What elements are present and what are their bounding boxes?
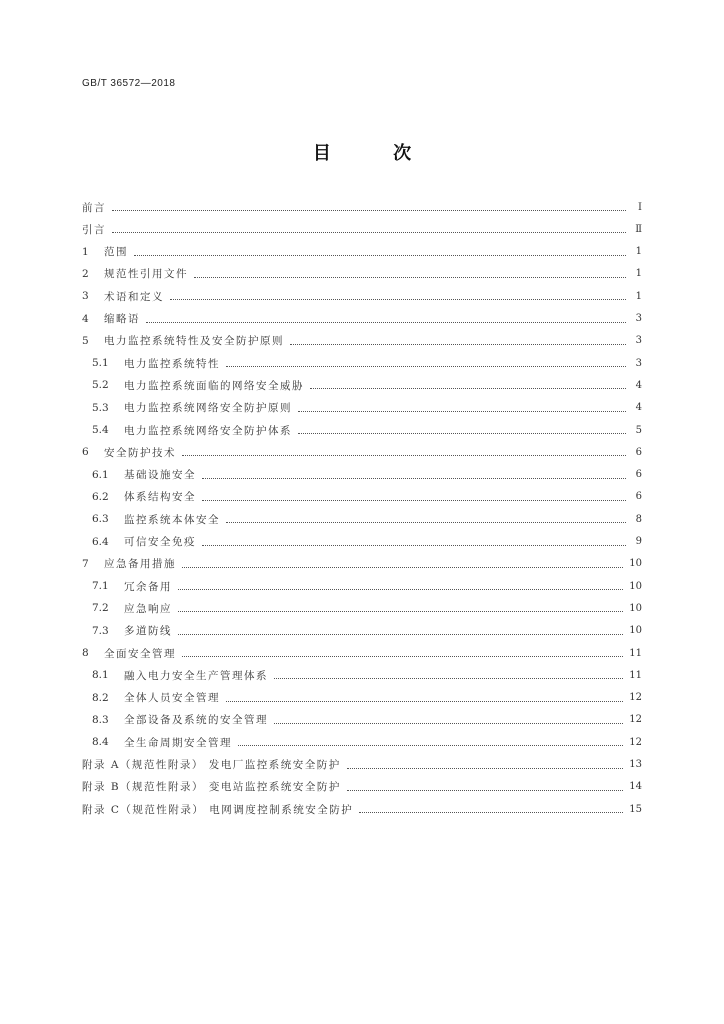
toc-dot-leader [290,343,626,345]
toc-dot-leader [182,566,623,568]
toc-dot-leader [182,655,623,657]
toc-entry-number: 8.1 [92,669,109,682]
toc-dot-leader [347,789,623,791]
toc-entry-page: 10 [629,625,642,637]
toc-entry-page: 14 [629,781,642,793]
toc-entry-label: 规范性引用文件 [104,268,188,281]
toc-entry-label: 缩略语 [104,313,140,325]
toc-entry-label: 监控系统本体安全 [124,513,220,526]
toc-entry-number: 1 [82,245,89,258]
toc-entry[interactable] [92,488,642,506]
toc-entry-page: 15 [629,803,642,815]
toc-dot-leader [359,811,623,813]
page-title: 目 次 [312,143,440,164]
toc-entry[interactable] [82,198,642,216]
toc-entry-label: 多道防线 [124,625,172,638]
toc-dot-leader [112,231,626,233]
toc-dot-leader [202,499,626,501]
toc-dot-leader [112,209,626,211]
toc-entry-page: 4 [635,379,642,391]
toc-entry-page: 10 [629,580,642,592]
toc-entry-page: Ⅰ [638,201,642,213]
toc-entry-page: 6 [635,446,642,458]
toc-entry-label: 附录 C（规范性附录） 电网调度控制系统安全防护 [82,803,354,816]
toc-dot-leader [170,298,626,300]
toc-entry-number: 6.3 [92,513,109,526]
toc-entry-page: Ⅱ [635,223,642,235]
toc-entry[interactable] [82,644,642,662]
toc-entry[interactable] [92,399,642,417]
toc-entry-page: 11 [629,669,642,681]
toc-entry-label: 全体人员安全管理 [124,692,220,705]
toc-entry-page: 1 [635,290,642,302]
toc-entry-number: 5.1 [92,357,109,370]
toc-entry-number: 6 [82,446,89,459]
toc-entry-page: 6 [635,469,642,481]
toc-entry-page: 10 [629,558,642,570]
toc-entry-label: 可信安全免疫 [124,536,196,548]
toc-entry-page: 3 [635,357,642,369]
toc-entry[interactable] [92,533,642,551]
toc-entry[interactable] [82,310,642,328]
toc-entry-label: 全生命周期安全管理 [124,736,232,749]
toc-dot-leader [194,276,626,278]
toc-entry-label: 全面安全管理 [104,647,176,660]
toc-entry[interactable] [92,466,642,484]
toc-entry[interactable] [92,354,642,372]
toc-entry[interactable] [82,220,642,238]
toc-entry-label: 安全防护技术 [104,446,176,459]
toc-entry-label: 引言 [82,223,106,236]
toc-entry-label: 电力监控系统特性 [124,357,220,370]
toc-entry-label: 前言 [82,201,106,214]
toc-entry-label: 融入电力安全生产管理体系 [124,669,268,682]
toc-entry[interactable] [82,243,642,261]
toc-entry-label: 电力监控系统面临的网络安全威胁 [124,379,304,392]
toc-dot-leader [134,254,626,256]
toc-dot-leader [298,410,626,412]
toc-entry-number: 6.1 [92,468,109,481]
toc-entry-label: 基础设施安全 [124,469,196,482]
toc-dot-leader [202,544,626,546]
toc-dot-leader [202,477,626,479]
toc-dot-leader [274,677,623,679]
toc-dot-leader [226,365,626,367]
toc-entry[interactable] [92,510,642,528]
toc-entry-number: 5.3 [92,401,109,414]
toc-entry-page: 10 [629,602,642,614]
toc-dot-leader [178,633,623,635]
toc-entry-number: 3 [82,290,89,303]
toc-entry[interactable] [82,332,642,350]
toc-entry-label: 电力监控系统网络安全防护原则 [124,402,292,415]
toc-dot-leader [178,610,623,612]
toc-entry[interactable] [92,599,642,617]
toc-entry-number: 4 [82,312,89,325]
toc-entry-number: 8.4 [92,736,109,749]
toc-entry-number: 2 [82,267,89,280]
toc-entry[interactable] [82,265,642,283]
toc-dot-leader [310,387,626,389]
toc-entry-page: 12 [629,692,642,704]
toc-dot-leader [298,432,626,434]
toc-entry-number: 6.2 [92,490,109,503]
toc-entry-page: 1 [635,268,642,280]
toc-entry-page: 5 [635,424,642,436]
toc-entry-label: 冗余备用 [124,580,172,593]
toc-entry-page: 12 [629,714,642,726]
toc-entry-page: 9 [635,536,642,547]
toc-entry[interactable] [92,733,642,751]
toc-entry-label: 应急响应 [124,602,172,615]
toc-entry-number: 8 [82,647,89,659]
toc-dot-leader [146,321,626,323]
toc-dot-leader [238,744,623,746]
toc-entry[interactable] [92,622,642,640]
toc-dot-leader [226,521,626,523]
toc-entry-page: 6 [635,491,642,503]
toc-dot-leader [182,454,626,456]
toc-entry-label: 附录 A（规范性附录） 发电厂监控系统安全防护 [82,759,341,771]
toc-entry[interactable] [82,778,642,796]
toc-entry-number: 5 [82,334,89,347]
toc-entry-label: 附录 B（规范性附录） 变电站监控系统安全防护 [82,781,341,794]
toc-entry-page: 3 [635,313,642,324]
toc-entry[interactable] [92,711,642,729]
toc-entry-number: 7.3 [92,624,109,637]
toc-entry-label: 范围 [104,246,128,259]
toc-entry-number: 5.2 [92,379,109,392]
toc-entry-page: 3 [635,335,642,347]
toc-entry-page: 11 [629,647,642,659]
toc-entry-number: 7.1 [92,580,109,593]
toc-entry-label: 电力监控系统特性及安全防护原则 [104,335,284,348]
toc-entry-label: 全部设备及系统的安全管理 [124,714,268,727]
toc-entry[interactable] [82,555,642,573]
toc-entry-page: 4 [635,402,642,414]
toc-entry-label: 电力监控系统网络安全防护体系 [124,424,292,437]
toc-dot-leader [347,767,624,769]
toc-entry[interactable] [92,577,642,595]
toc-entry-number: 6.4 [92,535,109,548]
toc-entry[interactable] [92,689,642,707]
toc-entry[interactable] [92,666,642,684]
toc-entry[interactable] [82,756,642,774]
toc-entry-page: 8 [635,513,642,525]
toc-entry-page: 13 [629,759,642,770]
toc-entry-page: 1 [635,246,642,258]
toc-entry-label: 体系结构安全 [124,491,196,504]
toc-entry-label: 术语和定义 [104,290,164,303]
toc-dot-leader [274,722,623,724]
toc-entry[interactable] [82,287,642,305]
toc-dot-leader [226,700,623,702]
toc-entry-label: 应急备用措施 [104,558,176,571]
toc-entry-number: 7.2 [92,602,109,615]
toc-dot-leader [178,588,623,590]
toc-entry[interactable] [82,800,642,818]
toc-entry-number: 8.3 [92,713,109,726]
document-header: GB/T 36572—2018 [82,78,176,89]
toc-entry-page: 12 [629,736,642,748]
toc-entry-number: 7 [82,557,89,570]
toc-entry[interactable] [92,421,642,439]
toc-entry-number: 8.2 [92,691,109,704]
toc-entry[interactable] [82,443,642,461]
toc-entry-number: 5.4 [92,424,109,436]
toc-entry[interactable] [92,376,642,394]
